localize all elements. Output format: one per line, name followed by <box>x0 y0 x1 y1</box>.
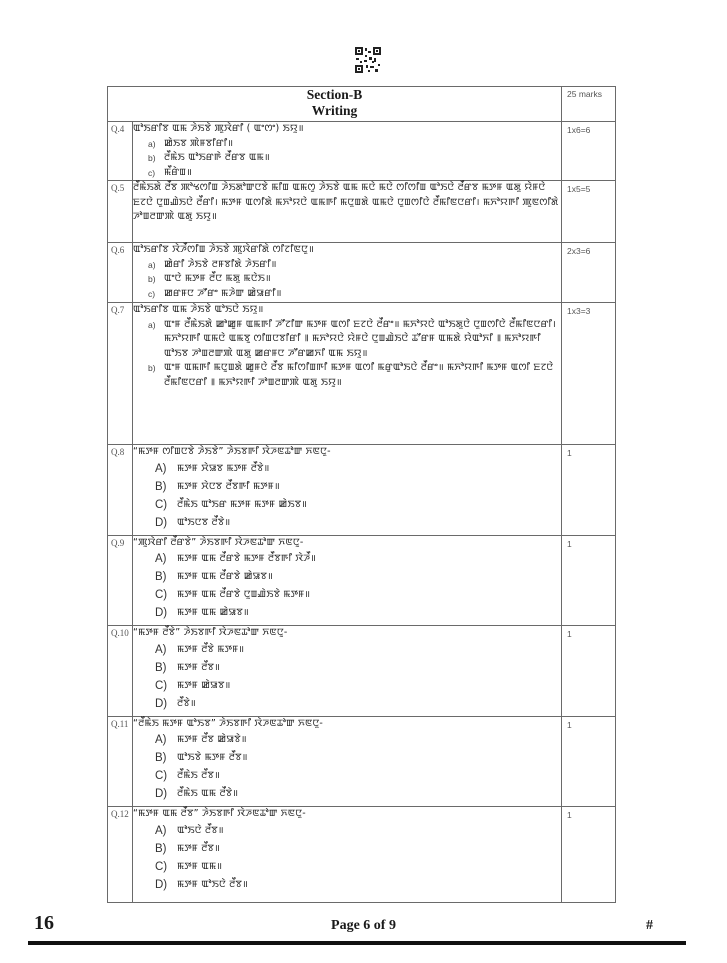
option-label: B) <box>155 571 167 583</box>
option-label: A) <box>155 734 167 746</box>
option-label: C) <box>155 589 168 601</box>
option-text: ꯑꯣꯏꯅꯥ ꯂꯩꯕ॥ <box>177 824 224 836</box>
question-marks: 1 <box>562 535 616 626</box>
answer-option <box>133 604 561 622</box>
question-row <box>108 626 616 717</box>
question-number: Q.6 <box>108 243 133 303</box>
answer-option <box>133 858 561 876</box>
question-body <box>133 303 562 445</box>
answer-option <box>133 586 561 604</box>
question-body <box>133 807 562 903</box>
sub-question <box>133 361 561 390</box>
option-text: ꯃꯇꯝ ꯆꯥꯅꯕ ꯂꯩꯕꯒꯤ ꯃꯇꯝ॥ <box>177 480 280 492</box>
question-text: “ꯂꯩꯃꯥꯏ ꯃꯇꯝ ꯑꯣꯏꯕ” ꯍꯥꯏꯕꯒꯤ ꯋꯥꯍꯟꯊꯣꯛ ꯈꯟꯅꯨ- <box>133 717 324 729</box>
question-row <box>108 716 616 807</box>
answer-option <box>133 677 561 695</box>
sub-question <box>133 166 561 181</box>
question-marks: 1 <box>562 807 616 903</box>
question-body <box>133 243 562 303</box>
question-marks: 1 <box>562 445 616 536</box>
option-text: ꯃꯇꯝ ꯂꯩꯕꯥ ꯃꯇꯝ॥ <box>177 643 245 655</box>
question-number: Q.11 <box>108 716 133 807</box>
question-text: ꯑꯣꯏꯔꯤꯕ ꯋꯥꯍꯩꯁꯤꯡ ꯍꯥꯏꯕꯥ ꯄꯨꯋꯥꯔꯤꯗꯥ ꯁꯤꯖꯤꯟꯅꯨ॥ <box>133 244 315 255</box>
option-label: C) <box>155 770 168 782</box>
answer-option <box>133 478 561 496</box>
option-label: A) <box>155 824 167 837</box>
option-text: ꯂꯩꯃꯥꯏ ꯑꯣꯏꯔ ꯃꯇꯝ ꯃꯇꯝ ꯀꯥꯏꯕ॥ <box>177 498 308 510</box>
question-row <box>108 122 616 181</box>
option-label: C) <box>155 498 168 511</box>
question-marks: 2x3=6 <box>562 243 616 303</box>
sub-question-label: c) <box>148 167 156 178</box>
option-label: B) <box>155 842 167 855</box>
sub-question-label: b) <box>148 153 156 163</box>
answer-option <box>133 749 561 767</box>
sub-question-label: c) <box>148 288 156 299</box>
option-label: D) <box>155 878 168 891</box>
question-text: ꯂꯩꯃꯥꯏꯗꯥ ꯂꯩꯕ ꯄꯣꯠꯁꯤꯡ ꯍꯥꯏꯗꯣꯛꯅꯕꯥ ꯃꯤꯡ ꯑꯃꯁꯨ ꯍꯥꯏꯕꯥ ꯑꯃ ꯃꯅꯥ ꯃꯅꯥ ꯁꯤꯁꯤꯡ ꯑꯣꯏꯅꯥ ꯂꯩꯔꯕ ꯃꯇꯝ ꯑꯗꯨ ꯌꯥꯝꯅꯥ ꯐꯖꯅꯥ ꯅꯨꯡꯉꯥꯏꯅꯥ ꯂꯩꯔꯤ। ꯃꯇꯝ ꯑꯁꯤꯗꯥ ꯃꯈꯣꯌꯅꯥ ꯑꯃꯒꯤ ꯃꯅꯨꯡꯗꯥ ꯑꯃꯅꯥ ꯅꯨꯡꯁꯤꯅꯥ ꯂꯩꯃꯤꯟꯅꯔꯤ। ꯃꯈꯣꯌꯒꯤ ꯄꯨꯟꯁꯤꯗꯥ ꯍꯣꯡꯂꯛꯄꯥ ꯑꯗꯨ ꯏꯌꯨ॥ <box>133 182 559 222</box>
sub-question-label: b) <box>148 363 156 373</box>
option-text: ꯃꯇꯝ ꯂꯩꯕ॥ <box>177 842 221 854</box>
option-label: D) <box>155 516 168 529</box>
question-number: Q.9 <box>108 535 133 626</box>
option-label: A) <box>155 462 167 475</box>
question-body <box>133 626 562 717</box>
answer-option <box>133 876 561 894</box>
option-text: ꯂꯩꯃꯥꯏ ꯑꯃ ꯂꯩꯕꯥ॥ <box>177 788 239 799</box>
hash-mark: # <box>646 918 653 933</box>
option-label: B) <box>155 661 167 674</box>
sub-question-text: ꯑꯦꯅꯥ ꯃꯇꯝ ꯂꯩꯅ ꯃꯗꯨ ꯃꯅꯥꯏ॥ <box>164 273 271 284</box>
page-number: 16 <box>34 912 54 934</box>
qr-code <box>355 47 381 73</box>
question-number: Q.4 <box>108 122 133 181</box>
option-text: ꯃꯇꯝ ꯑꯃ॥ <box>177 860 223 872</box>
sub-question-text: ꯑꯦꯝ ꯑꯃꯒꯤ ꯃꯅꯨꯡꯗꯥ ꯀꯨꯝꯅꯥ ꯂꯩꯕ ꯃꯤꯁꯤꯡꯒꯤ ꯃꯇꯝ ꯑꯁꯤ ꯃꯔꯨꯑꯣꯏꯅꯥ ꯂꯩꯔꯦ॥ ꯃꯈꯣꯌꯒꯤ ꯃꯇꯝ ꯑꯁꯤ ꯐꯖꯅꯥ ꯂꯩꯃꯤꯟꯅꯔꯤ ꯫ ꯃꯈꯣꯌꯒꯤ ꯍꯣꯡꯂꯛꯄꯥ ꯑꯗꯨ ꯏꯌꯨ॥ <box>164 362 554 388</box>
answer-option <box>133 785 561 803</box>
answer-option <box>133 641 561 659</box>
option-label: D) <box>155 607 168 619</box>
answer-option <box>133 460 561 478</box>
section-subtitle: Writing <box>311 103 358 118</box>
question-text: “ꯃꯇꯝ ꯑꯃ ꯂꯩꯕ” ꯍꯥꯏꯕꯒꯤ ꯋꯥꯍꯟꯊꯣꯛ ꯈꯟꯅꯨ- <box>133 808 306 819</box>
option-text: ꯂꯩꯃꯥꯏ ꯂꯩꯕ॥ <box>177 770 220 781</box>
answer-option <box>133 550 561 568</box>
answer-option <box>133 659 561 677</box>
option-label: A) <box>155 643 167 656</box>
sub-question-text: ꯂꯩꯃꯥꯏ ꯑꯣꯏꯔꯒꯥ ꯂꯩꯔꯕ ꯑꯃ॥ <box>164 152 270 163</box>
option-text: ꯃꯇꯝ ꯀꯥꯎꯕ॥ <box>177 679 231 691</box>
question-row <box>108 445 616 536</box>
sub-question-label: a) <box>148 259 156 270</box>
option-label: D) <box>155 788 168 800</box>
question-text: “ꯃꯇꯝ ꯂꯩꯕꯥ” ꯍꯥꯏꯕꯒꯤ ꯋꯥꯍꯟꯊꯣꯛ ꯈꯟꯅꯨ- <box>133 627 288 638</box>
question-row <box>108 181 616 243</box>
sub-question-text: ꯀꯥꯔꯤ ꯍꯥꯏꯕꯥ ꯂꯝꯕꯤꯗꯥ ꯍꯥꯏꯔꯤ॥ <box>164 258 277 270</box>
sub-question <box>133 287 561 302</box>
question-row <box>108 243 616 303</box>
answer-option <box>133 568 561 586</box>
question-marks: 1x5=5 <box>562 181 616 243</box>
footer-rule <box>28 941 686 945</box>
question-number: Q.8 <box>108 445 133 536</box>
question-text: “ꯃꯇꯝ ꯁꯤꯡꯅꯕꯥ ꯍꯥꯏꯕꯥ” ꯍꯥꯏꯕꯒꯤ ꯋꯥꯍꯟꯊꯣꯛ ꯈꯟꯅꯨ- <box>133 446 331 457</box>
option-text: ꯃꯇꯝ ꯆꯥꯎꯕ ꯃꯇꯝ ꯂꯩꯕꯥ॥ <box>177 462 270 474</box>
sub-question <box>133 151 561 166</box>
question-text: ꯑꯣꯏꯔꯤꯕ ꯑꯃ ꯍꯥꯏꯕꯥ ꯄꯨꯋꯥꯔꯤ ( ꯑꯦꯁꯦ) ꯏꯌꯨ॥ <box>133 123 304 134</box>
answer-option <box>133 822 561 840</box>
question-number: Q.10 <box>108 626 133 717</box>
sub-question-text: ꯀꯔꯝꯅ ꯍꯧꯔꯦ ꯃꯍꯥꯛ ꯀꯥꯎꯔꯤ॥ <box>164 287 282 299</box>
answer-option <box>133 840 561 858</box>
option-text: ꯃꯇꯝ ꯑꯃ ꯀꯥꯎꯕ॥ <box>177 607 249 618</box>
answer-option <box>133 514 561 532</box>
option-label: C) <box>155 679 168 692</box>
section-marks: 25 marks <box>562 87 616 122</box>
question-body <box>133 181 562 243</box>
question-body <box>133 716 562 807</box>
question-marks: 1x6=6 <box>562 122 616 181</box>
section-header <box>108 87 562 122</box>
question-body <box>133 122 562 181</box>
section-title: Section-B <box>306 87 363 102</box>
questions-body <box>108 122 616 903</box>
option-text: ꯃꯇꯝ ꯑꯃ ꯂꯩꯔꯕꯥ ꯅꯨꯡꯉꯥꯏꯕꯥ ꯃꯇꯝ॥ <box>177 589 311 600</box>
option-label: B) <box>155 480 167 493</box>
question-row <box>108 303 616 445</box>
question-body <box>133 445 562 536</box>
sub-question-label: a) <box>148 319 156 330</box>
option-label: D) <box>155 697 168 710</box>
option-text: ꯃꯇꯝ ꯑꯣꯏꯅꯥ ꯂꯩꯕ॥ <box>177 878 248 890</box>
sub-question-text: ꯀꯥꯏꯕ ꯄꯥꯝꯕꯤꯔꯤ॥ <box>164 137 234 149</box>
answer-option <box>133 731 561 749</box>
option-label: B) <box>155 752 167 764</box>
question-table <box>107 86 616 903</box>
page-label: Page 6 of 9 <box>331 918 396 933</box>
question-text: ꯑꯣꯏꯔꯤꯕ ꯑꯃ ꯍꯥꯏꯕꯥ ꯑꯣꯏꯅꯥ ꯏꯌꯨ॥ <box>133 304 264 315</box>
sub-question-label: b) <box>148 274 156 284</box>
question-number: Q.7 <box>108 303 133 445</box>
question-row <box>108 535 616 626</box>
option-text: ꯃꯇꯝ ꯑꯃ ꯂꯩꯔꯕꯥ ꯃꯇꯝ ꯂꯩꯕꯒꯤ ꯋꯥꯍꯩ॥ <box>177 553 317 564</box>
option-label: A) <box>155 553 167 565</box>
answer-option <box>133 496 561 514</box>
question-marks: 1x3=3 <box>562 303 616 445</box>
question-number: Q.12 <box>108 807 133 903</box>
option-text: ꯃꯇꯝ ꯂꯩꯕ ꯀꯥꯎꯕꯥ॥ <box>177 734 247 745</box>
sub-question <box>133 258 561 273</box>
sub-question <box>133 318 561 362</box>
sub-question-label: a) <box>148 138 156 149</box>
sub-question-text: ꯑꯦꯝ ꯂꯩꯃꯥꯏꯗꯥ ꯀꯣꯀꯨꯝ ꯑꯃꯒꯤ ꯍꯧꯖꯤꯛ ꯃꯇꯝ ꯑꯁꯤ ꯐꯖꯅꯥ ꯂꯩꯔꯦ॥ ꯃꯈꯣꯌꯅꯥ ꯑꯣꯏꯗꯨꯅꯥ ꯅꯨꯡꯁꯤꯅꯥ ꯂꯩꯃꯤꯟꯅꯔꯤ। ꯃꯈꯣꯌꯒꯤ ꯑꯃꯅꯥ ꯑꯃꯕꯨ ꯁꯤꯡꯅꯕꯤꯔꯤ ꯫ ꯃꯈꯣꯌꯅꯥ ꯌꯥꯝꯅꯥ ꯅꯨꯡꯉꯥꯏꯅꯥ ꯊꯧꯔꯝ ꯑꯃꯗꯥ ꯌꯥꯑꯣꯈꯤ ꯫ ꯃꯈꯣꯌꯒꯤ ꯑꯣꯏꯕ ꯍꯣꯡꯂꯛꯄꯥ ꯑꯗꯨ ꯀꯔꯝꯅ ꯍꯧꯔꯀꯈꯤ ꯑꯃ ꯏꯌꯨ॥ <box>164 318 556 359</box>
question-marks: 1 <box>562 716 616 807</box>
option-text: ꯃꯇꯝ ꯂꯩꯕ॥ <box>177 661 221 673</box>
question-row <box>108 807 616 903</box>
question-marks: 1 <box>562 626 616 717</box>
option-text: ꯑꯣꯏꯅꯕ ꯂꯩꯕꯥ॥ <box>177 516 231 528</box>
option-text: ꯑꯣꯏꯕꯥ ꯃꯇꯝ ꯂꯩꯕ॥ <box>177 752 248 763</box>
question-body <box>133 535 562 626</box>
sub-question-text: ꯃꯩꯔꯥꯡ॥ <box>164 166 193 178</box>
question-text: “ꯄꯨꯋꯥꯔꯤ ꯂꯩꯔꯕꯥ” ꯍꯥꯏꯕꯒꯤ ꯋꯥꯍꯟꯊꯣꯛ ꯈꯟꯅꯨ- <box>133 536 304 548</box>
sub-question <box>133 272 561 287</box>
answer-option <box>133 767 561 785</box>
question-number: Q.5 <box>108 181 133 243</box>
option-text: ꯂꯩꯕꯥ॥ <box>177 697 196 709</box>
answer-option <box>133 695 561 713</box>
option-label: C) <box>155 860 168 873</box>
section-header-row <box>108 87 616 122</box>
option-text: ꯃꯇꯝ ꯑꯃ ꯂꯩꯔꯕꯥ ꯀꯥꯎꯕ॥ <box>177 571 274 582</box>
sub-question <box>133 137 561 152</box>
